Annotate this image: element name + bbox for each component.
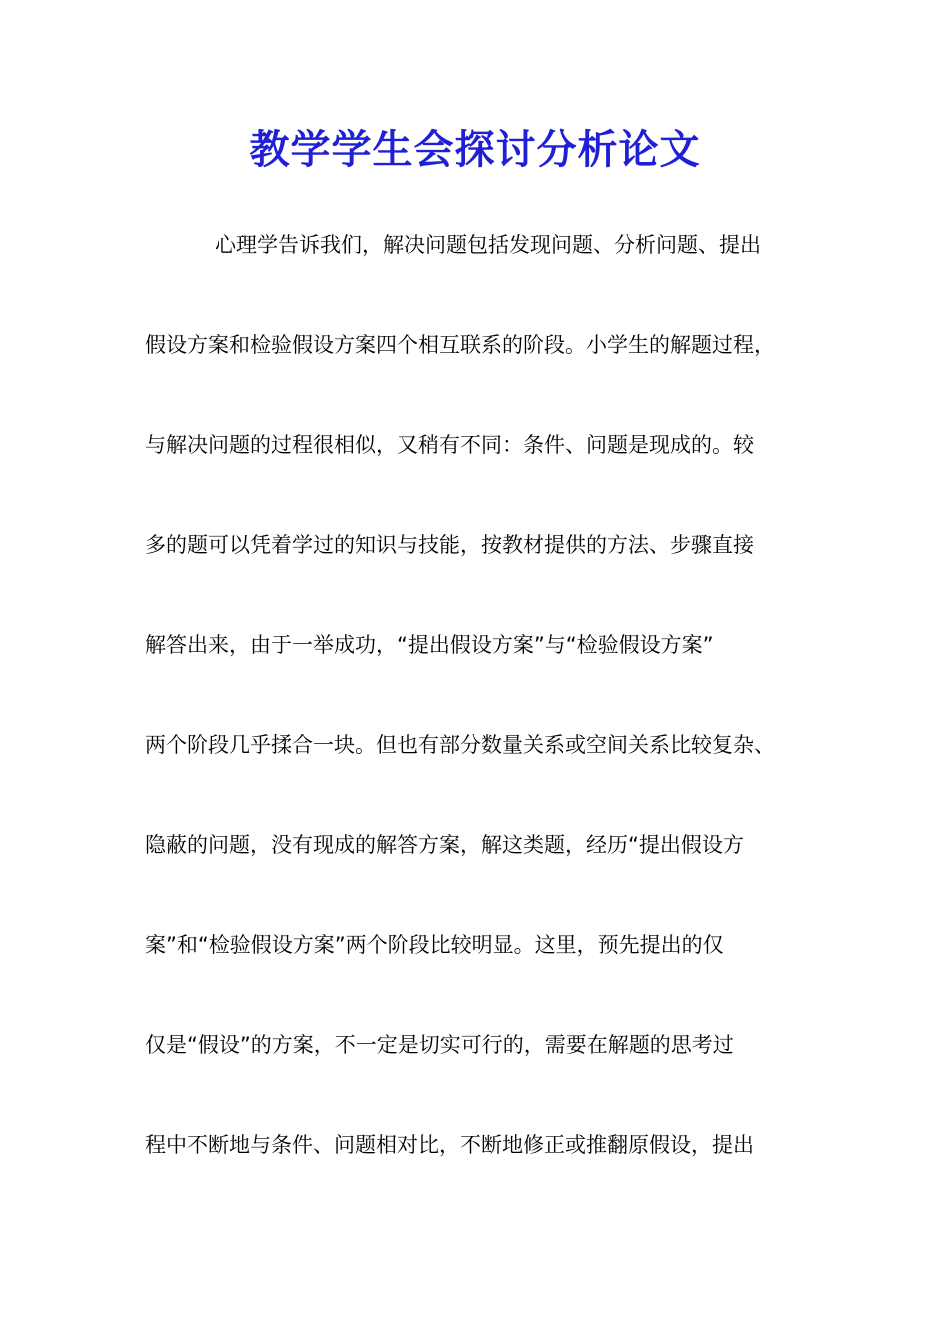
paragraph-line-1: 心理学告诉我们，解决问题包括发现问题、分析问题、提出	[215, 233, 761, 257]
paragraph-line-10: 程中不断地与条件、问题相对比，不断地修正或推翻原假设，提出	[145, 1133, 754, 1157]
paragraph-line-5: 解答出来，由于一举成功，“提出假设方案”与“检验假设方案”	[145, 633, 714, 657]
paragraph-line-6: 两个阶段几乎揉合一块。但也有部分数量关系或空间关系比较复杂、	[145, 733, 775, 757]
paragraph-line-4: 多的题可以凭着学过的知识与技能，按教材提供的方法、步骤直接	[145, 533, 754, 557]
paragraph-line-8: 案”和“检验假设方案”两个阶段比较明显。这里，预先提出的仅	[145, 933, 724, 957]
paragraph-line-3: 与解决问题的过程很相似，又稍有不同：条件、问题是现成的。较	[145, 433, 754, 457]
paragraph-line-2: 假设方案和检验假设方案四个相互联系的阶段。小学生的解题过程，	[145, 333, 775, 357]
document-body	[145, 220, 805, 1220]
paragraph-line-9: 仅是“假设”的方案，不一定是切实可行的，需要在解题的思考过	[145, 1033, 734, 1057]
document-title: 教学学生会探讨分析论文	[249, 126, 701, 173]
paragraph-line-7: 隐蔽的问题，没有现成的解答方案，解这类题，经历“提出假设方	[145, 833, 744, 857]
